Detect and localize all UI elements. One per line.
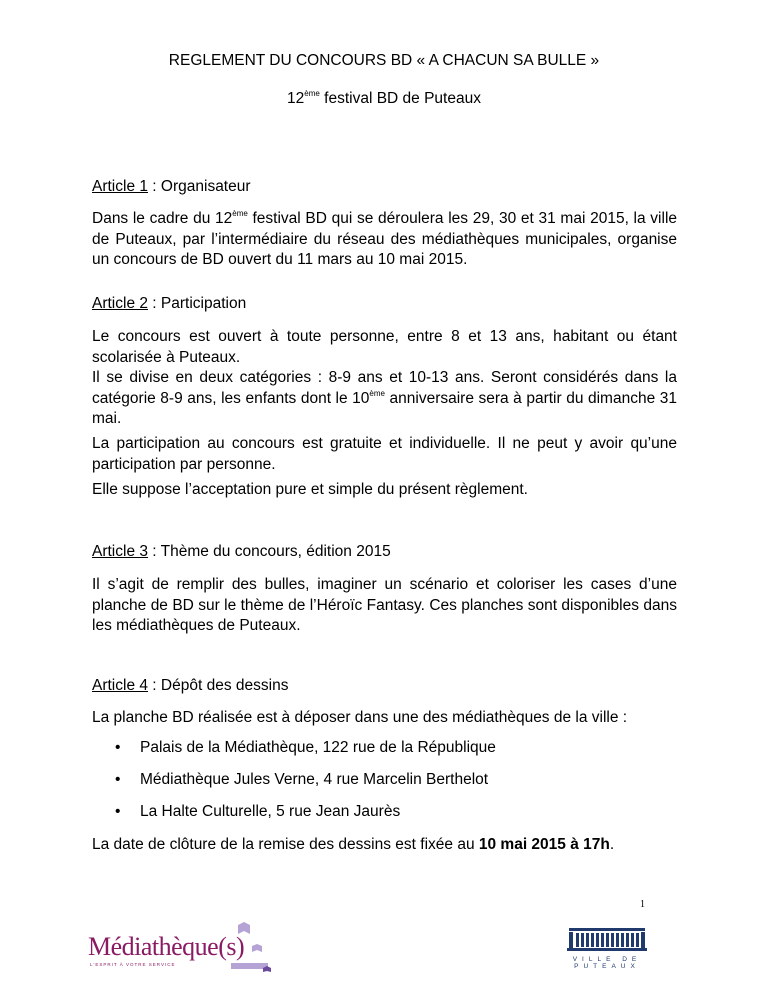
article-3-heading — [92, 542, 677, 563]
article-2-line-2b: anniversaire sera à partir du dimanche 31 mai. — [92, 389, 677, 427]
building-icon — [552, 928, 662, 954]
article-2-superscript: ème — [369, 388, 385, 398]
article-4-intro: La planche BD réalisée est à déposer dans une des médiathèques de la ville : — [92, 709, 628, 726]
article-3-paragraph: Il s’agit de remplir des bulles, imaginer un scénario et coloriser les cases d’une planche de BD sur le thème de l’Héroïc Fantasy. Ces planches sont disponibles dans les médiathèques de Puteaux. — [92, 576, 677, 634]
closing-text-a: La date de clôture de la remise des dessins est fixée au — [92, 836, 479, 853]
closing-date — [92, 835, 677, 856]
subtitle-text: festival BD de Puteaux — [319, 90, 481, 107]
mediatheque-tagline: L'ESPRIT À VOTRE SERVICE — [90, 962, 176, 967]
article-2-label: Article 2 — [92, 295, 148, 312]
location-item: La Halte Culturelle, 5 rue Jean Jaurès — [140, 803, 401, 820]
bullet-icon: • — [115, 739, 121, 756]
bullet-icon: • — [115, 803, 121, 820]
article-4-heading — [92, 676, 677, 697]
subtitle-number: 12 — [287, 90, 305, 107]
location-item: Palais de la Médiathèque, 122 rue de la République — [140, 739, 496, 756]
article-2-paragraph-2: La participation au concours est gratuite et individuelle. Il ne peut y avoir qu’une participation par personne. — [92, 435, 677, 473]
article-1-label: Article 1 — [92, 178, 148, 195]
article-1-superscript: ème — [232, 209, 248, 218]
article-2-paragraph-1 — [92, 327, 677, 368]
article-1-paragraph — [92, 209, 677, 271]
article-1-text-a: Dans le cadre du 12 — [92, 210, 233, 227]
ville-wordmark: VILLE DE PUTEAUX — [572, 956, 642, 970]
bullet-icon: • — [115, 771, 121, 788]
subtitle-superscript: ème — [304, 89, 320, 98]
article-2-heading — [92, 294, 677, 315]
document-subtitle — [0, 90, 768, 108]
article-1-heading-text: : Organisateur — [148, 178, 251, 195]
article-1-text-b: festival BD qui se déroulera les 29, 30 et 31 mai 2015, la ville de Puteaux, par l’intermédiaire du réseau des médiathèques municipales, organise un concours de BD ouvert du 11 mars au 10 mai 2015. — [92, 210, 678, 268]
article-2-paragraph-3: Elle suppose l’acceptation pure et simple du présent règlement. — [92, 481, 528, 498]
article-4-label: Article 4 — [92, 677, 148, 694]
article-2-line-2a: Il se divise en deux catégories : 8-9 ans et 10-13 ans. Seront considérés dans la catégorie 8-9 ans, les enfants dont le 10 — [92, 369, 677, 407]
closing-text-b: . — [609, 836, 615, 853]
ville-de-puteaux-logo — [552, 928, 662, 973]
article-2-paragraph-1b — [92, 368, 677, 430]
article-2-heading-text: : Participation — [148, 295, 247, 312]
article-4-heading-text: : Dépôt des dessins — [148, 677, 289, 694]
location-item: Médiathèque Jules Verne, 4 rue Marcelin Berthelot — [140, 771, 489, 788]
article-2-line-1: Le concours est ouvert à toute personne, entre 8 et 13 ans, habitant ou étant scolarisée à Puteaux. — [92, 328, 677, 366]
page-number: 1 — [640, 899, 645, 910]
article-1-heading — [92, 177, 677, 198]
article-3-label: Article 3 — [92, 543, 148, 560]
mediatheque-logo — [88, 922, 278, 974]
mediatheque-wordmark: Médiathèque(s) — [88, 932, 245, 961]
closing-date-bold: 10 mai 2015 à 17h — [478, 836, 610, 853]
document-title: REGLEMENT DU CONCOURS BD « A CHACUN SA BULLE » — [168, 52, 600, 69]
article-3-heading-text: : Thème du concours, édition 2015 — [148, 543, 391, 560]
